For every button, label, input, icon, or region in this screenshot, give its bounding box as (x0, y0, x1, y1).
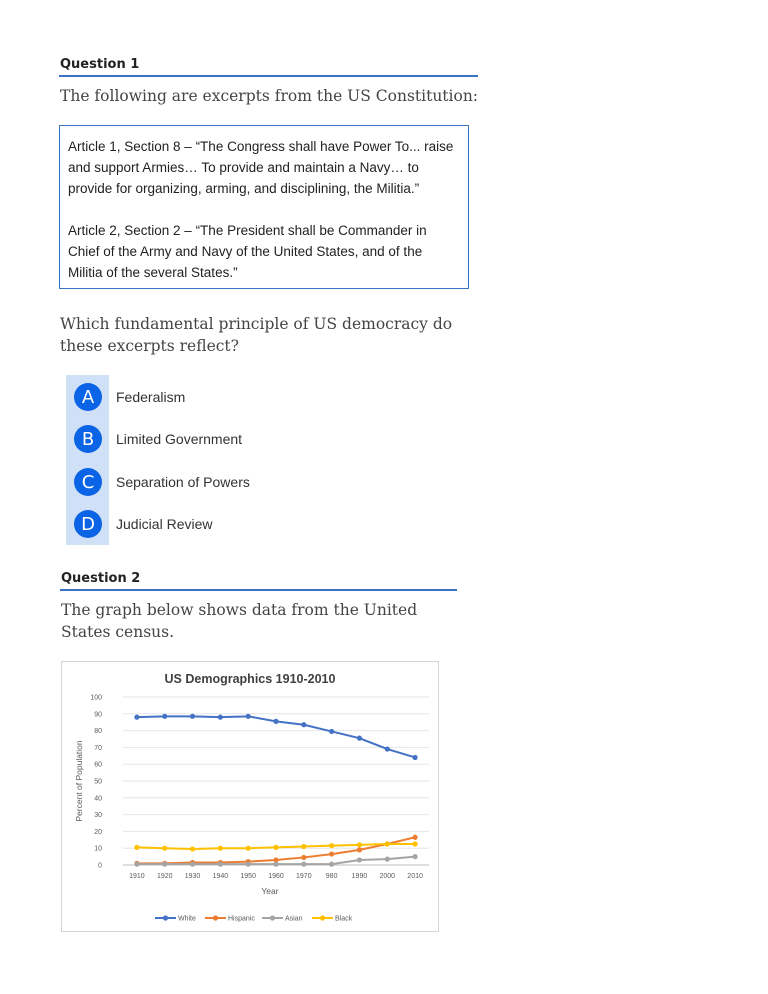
x-tick-label: 980 (325, 873, 338, 880)
y-tick-label: 20 (94, 828, 102, 836)
data-point-asian (357, 857, 362, 862)
legend-label-white: White (178, 915, 196, 923)
y-tick-label: 30 (94, 812, 102, 820)
data-point-black (412, 841, 417, 846)
data-point-asian (246, 862, 251, 867)
x-tick-label: 1990 (351, 873, 368, 880)
x-tick-label: 2000 (379, 873, 396, 880)
question-2-prompt: The graph below shows data from the United States census. (61, 601, 418, 641)
excerpt-article-1: Article 1, Section 8 – “The Congress shall have Power To... raise and support Armies… To provide and maintain a Navy… to provide for organizing, arming, and disciplining, the Militia.” (68, 139, 454, 196)
data-point-white (190, 714, 195, 719)
y-tick-label: 70 (94, 744, 102, 752)
question-1-underline (59, 75, 478, 77)
data-point-black (301, 844, 306, 849)
legend-label-black: Black (335, 915, 353, 923)
x-tick-label: 1960 (268, 873, 284, 880)
data-point-black (357, 842, 362, 847)
legend-marker-asian (270, 915, 275, 920)
y-tick-label: 10 (94, 845, 102, 853)
data-point-asian (329, 862, 334, 867)
data-point-hispanic (329, 851, 334, 856)
answer-d-badge: D (74, 510, 102, 538)
y-axis-label: Percent of Population (74, 740, 84, 822)
question-2-underline (60, 589, 457, 591)
y-tick-label: 60 (94, 761, 102, 769)
data-point-asian (412, 854, 417, 859)
data-point-white (134, 715, 139, 720)
data-point-black (162, 846, 167, 851)
data-point-black (273, 845, 278, 850)
data-point-hispanic (301, 855, 306, 860)
x-tick-label: 1920 (156, 873, 173, 880)
data-point-white (273, 719, 278, 724)
data-point-white (329, 729, 334, 734)
question-1-stem: Which fundamental principle of US democracy do these excerpts reflect? (60, 315, 453, 355)
data-point-asian (190, 862, 195, 867)
data-point-black (134, 845, 139, 850)
data-point-asian (162, 862, 167, 867)
data-point-asian (218, 862, 223, 867)
legend-marker-white (163, 915, 168, 920)
data-point-white (412, 755, 417, 760)
answer-c-badge: C (74, 468, 102, 496)
data-point-white (357, 736, 362, 741)
question-1-heading: Question 1 (60, 57, 140, 72)
constitution-excerpt-box (59, 125, 469, 289)
answer-b-badge: B (74, 425, 102, 453)
legend-label-asian: Asian (285, 915, 303, 923)
x-axis-label: Year (261, 886, 279, 896)
y-tick-label: 90 (94, 711, 102, 719)
answer-option-d[interactable] (74, 510, 213, 538)
y-tick-label: 80 (94, 728, 102, 736)
answer-b-label: Limited Government (116, 431, 243, 447)
data-point-hispanic (412, 835, 417, 840)
answer-option-c[interactable] (74, 468, 250, 496)
legend-label-hispanic: Hispanic (228, 915, 255, 923)
data-point-white (218, 715, 223, 720)
answer-option-a[interactable] (74, 383, 186, 411)
data-point-white (385, 746, 390, 751)
data-point-asian (134, 862, 139, 867)
x-tick-label: 1950 (240, 873, 256, 880)
data-point-asian (273, 862, 278, 867)
census-chart-svg (62, 662, 438, 931)
legend-marker-hispanic (213, 915, 218, 920)
data-point-black (190, 846, 195, 851)
question-1-prompt: The following are excerpts from the US Constitution: (60, 87, 479, 105)
y-tick-label: 100 (90, 694, 102, 702)
answer-c-label: Separation of Powers (116, 474, 250, 490)
data-point-black (246, 846, 251, 851)
y-tick-label: 0 (98, 862, 102, 870)
data-point-white (162, 714, 167, 719)
data-point-hispanic (357, 847, 362, 852)
excerpt-article-2: Article 2, Section 2 – “The President shall be Commander in Chief of the Army and Navy of the United States, and of the Militia of the several States.” (68, 223, 427, 280)
data-point-black (218, 846, 223, 851)
y-tick-label: 50 (94, 778, 102, 786)
question-2-heading: Question 2 (61, 571, 141, 586)
answer-d-label: Judicial Review (116, 516, 213, 532)
x-tick-label: 1910 (129, 873, 145, 880)
x-tick-label: 1940 (212, 873, 229, 880)
data-point-white (246, 714, 251, 719)
data-point-black (385, 841, 390, 846)
x-tick-label: 1930 (184, 873, 201, 880)
answer-a-label: Federalism (116, 389, 186, 405)
y-tick-label: 40 (94, 795, 102, 803)
answer-a-badge: A (74, 383, 102, 411)
x-tick-label: 1970 (296, 873, 312, 880)
data-point-black (329, 843, 334, 848)
x-tick-label: 2010 (407, 873, 423, 880)
chart-title: US Demographics 1910-2010 (164, 672, 336, 686)
data-point-white (301, 722, 306, 727)
data-point-asian (385, 857, 390, 862)
answer-option-b[interactable] (74, 425, 243, 453)
census-chart (61, 661, 439, 932)
data-point-asian (301, 862, 306, 867)
legend-marker-black (320, 915, 325, 920)
